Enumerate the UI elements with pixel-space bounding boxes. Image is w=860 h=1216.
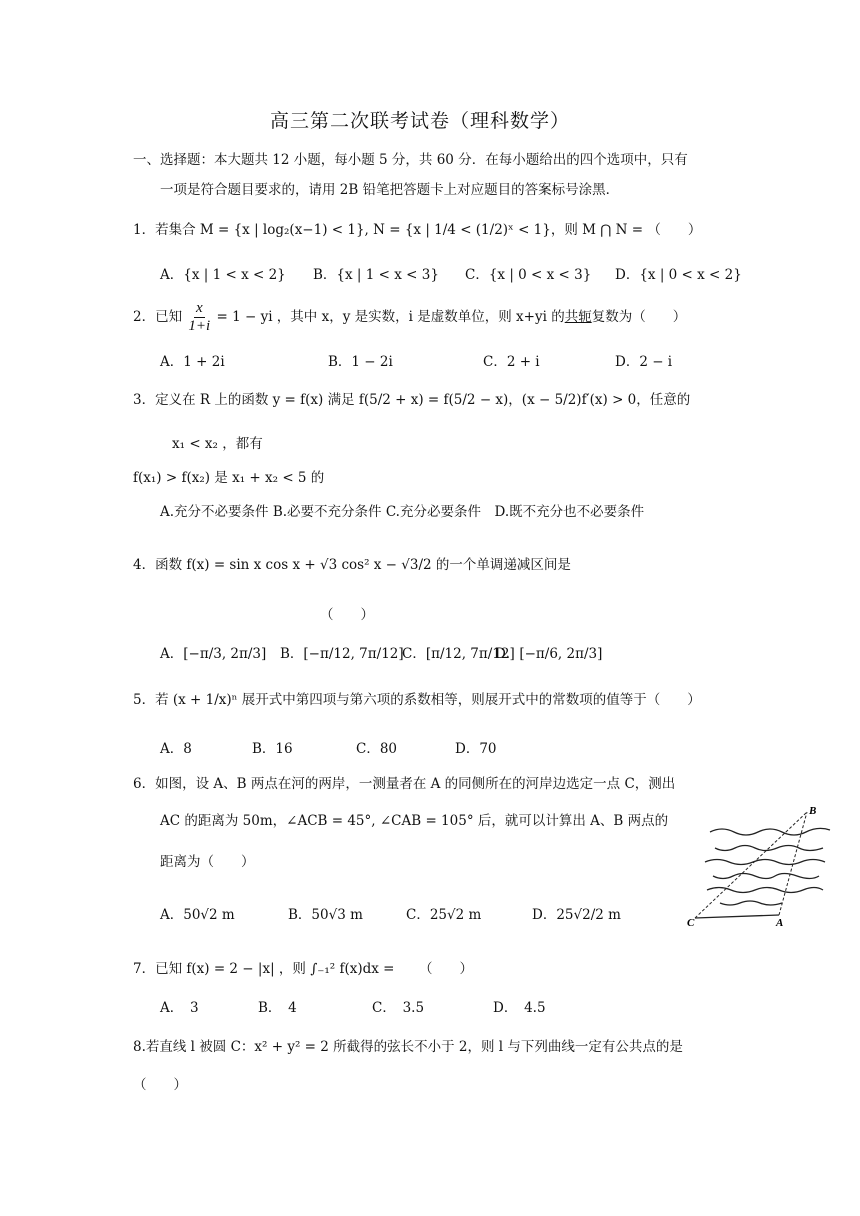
question-4-option-c: C．[π/12, 7π/12] xyxy=(402,646,515,662)
question-4-option-b: B．[−π/12, 7π/12] xyxy=(280,646,404,662)
question-7-option-d: D． 4.5 xyxy=(493,1000,546,1016)
question-6-line1: 6．如图，设 A、B 两点在河的两岸，一测量者在 A 的同侧所在的河岸边选定一点 C，测出 xyxy=(133,776,676,792)
question-1-stem: 1．若集合 M = {x | log₂(x−1) < 1}, N = {x | 1/4 < (1/2)ˣ < 1}，则 M ⋂ N = （ ） xyxy=(133,222,702,238)
question-6-option-a: A．50√2 m xyxy=(160,907,235,923)
question-1-option-c: C．{x | 0 < x < 3} xyxy=(465,267,592,283)
question-5-stem: 5．若 (x + 1/x)ⁿ 展开式中第四项与第六项的系数相等，则展开式中的常数项的值等于（ ） xyxy=(133,692,701,708)
question-4-option-a: A．[−π/3, 2π/3] xyxy=(160,646,267,662)
river-diagram xyxy=(685,800,835,930)
question-7-option-c: C． 3.5 xyxy=(372,1000,425,1016)
question-4-option-d: D．[−π/6, 2π/3] xyxy=(495,646,603,662)
question-2-option-c: C．2 + i xyxy=(483,354,540,370)
section-instruction-line1: 一、选择题：本大题共 12 小题，每小题 5 分，共 60 分．在每小题给出的四个选项中，只有 xyxy=(133,152,688,168)
question-2-fraction xyxy=(186,301,212,334)
label-b: B xyxy=(809,805,817,817)
question-5-option-c: C．80 xyxy=(356,741,398,757)
page-title: 高三第二次联考试卷（理科数学） xyxy=(270,110,571,132)
question-2-stem-start: 2．已知 xyxy=(133,309,183,325)
question-2-stem-middle: = 1 − yi ，其中 x，y 是实数，i 是虚数单位，则 x+yi 的 xyxy=(216,309,565,325)
question-5-option-d: D．70 xyxy=(455,741,497,757)
question-6-option-c: C．25√2 m xyxy=(406,907,482,923)
label-c: C xyxy=(687,917,695,929)
question-5-option-a: A．8 xyxy=(160,741,192,757)
question-2-fraction-numerator: x xyxy=(195,300,203,316)
question-2-option-d: D．2 − i xyxy=(615,354,673,370)
river-waves xyxy=(705,828,830,905)
question-4-paren: （ ） xyxy=(320,607,374,623)
question-6-line2: AC 的距离为 50m，∠ACB = 45°, ∠CAB = 105° 后，就可以计算出 A、B 两点的 xyxy=(160,813,669,829)
question-1-option-d: D．{x | 0 < x < 2} xyxy=(615,267,742,283)
question-2-underlined-word: 共轭 xyxy=(564,309,592,325)
question-3-options: A.充分不必要条件 B.必要不充分条件 C.充分必要条件 D.既不充分也不必要条件 xyxy=(160,504,645,520)
section-instruction-line2: 一项是符合题目要求的，请用 2B 铅笔把答题卡上对应题目的答案标号涂黑． xyxy=(160,182,620,198)
question-2-option-b: B．1 − 2i xyxy=(328,354,393,370)
question-3-line1: 3．定义在 R 上的函数 y = f(x) 满足 f(5/2 + x) = f(5/2 − x)，(x − 5/2)f′(x) > 0，任意的 xyxy=(133,392,691,408)
question-4-stem: 4．函数 f(x) = sin x cos x + √3 cos² x − √3/2 的一个单调递减区间是 xyxy=(133,557,571,573)
question-7-stem: 7．已知 f(x) = 2 − |x| ，则 ∫₋₁² f(x)dx = （ ） xyxy=(133,961,474,977)
question-7-option-a: A． 3 xyxy=(160,1000,199,1016)
question-6-option-b: B．50√3 m xyxy=(288,907,363,923)
question-2-option-a: A．1 + 2i xyxy=(160,354,225,370)
question-2-stem-end: 复数为（ ） xyxy=(591,309,687,325)
question-2-fraction-denominator: 1+i xyxy=(188,318,211,334)
question-1-option-b: B．{x | 1 < x < 3} xyxy=(313,267,439,283)
question-6-option-d: D．25√2/2 m xyxy=(532,907,621,923)
question-8-line2: （ ） xyxy=(133,1077,187,1093)
question-6-line3: 距离为（ ） xyxy=(160,854,255,870)
question-3-line3: f(x₁) > f(x₂) 是 x₁ + x₂ < 5 的 xyxy=(133,470,325,486)
question-5-option-b: B．16 xyxy=(252,741,293,757)
question-3-line2: x₁ < x₂ ，都有 xyxy=(172,436,263,452)
line-ca xyxy=(695,915,779,918)
question-8-line1: 8.若直线 l 被圆 C：x² + y² = 2 所截得的弦长不小于 2，则 l 与下列曲线一定有公共点的是 xyxy=(133,1039,683,1055)
label-a: A xyxy=(776,917,784,929)
question-1-option-a: A．{x | 1 < x < 2} xyxy=(160,267,286,283)
question-7-option-b: B． 4 xyxy=(258,1000,297,1016)
question-2-stem xyxy=(133,301,686,334)
